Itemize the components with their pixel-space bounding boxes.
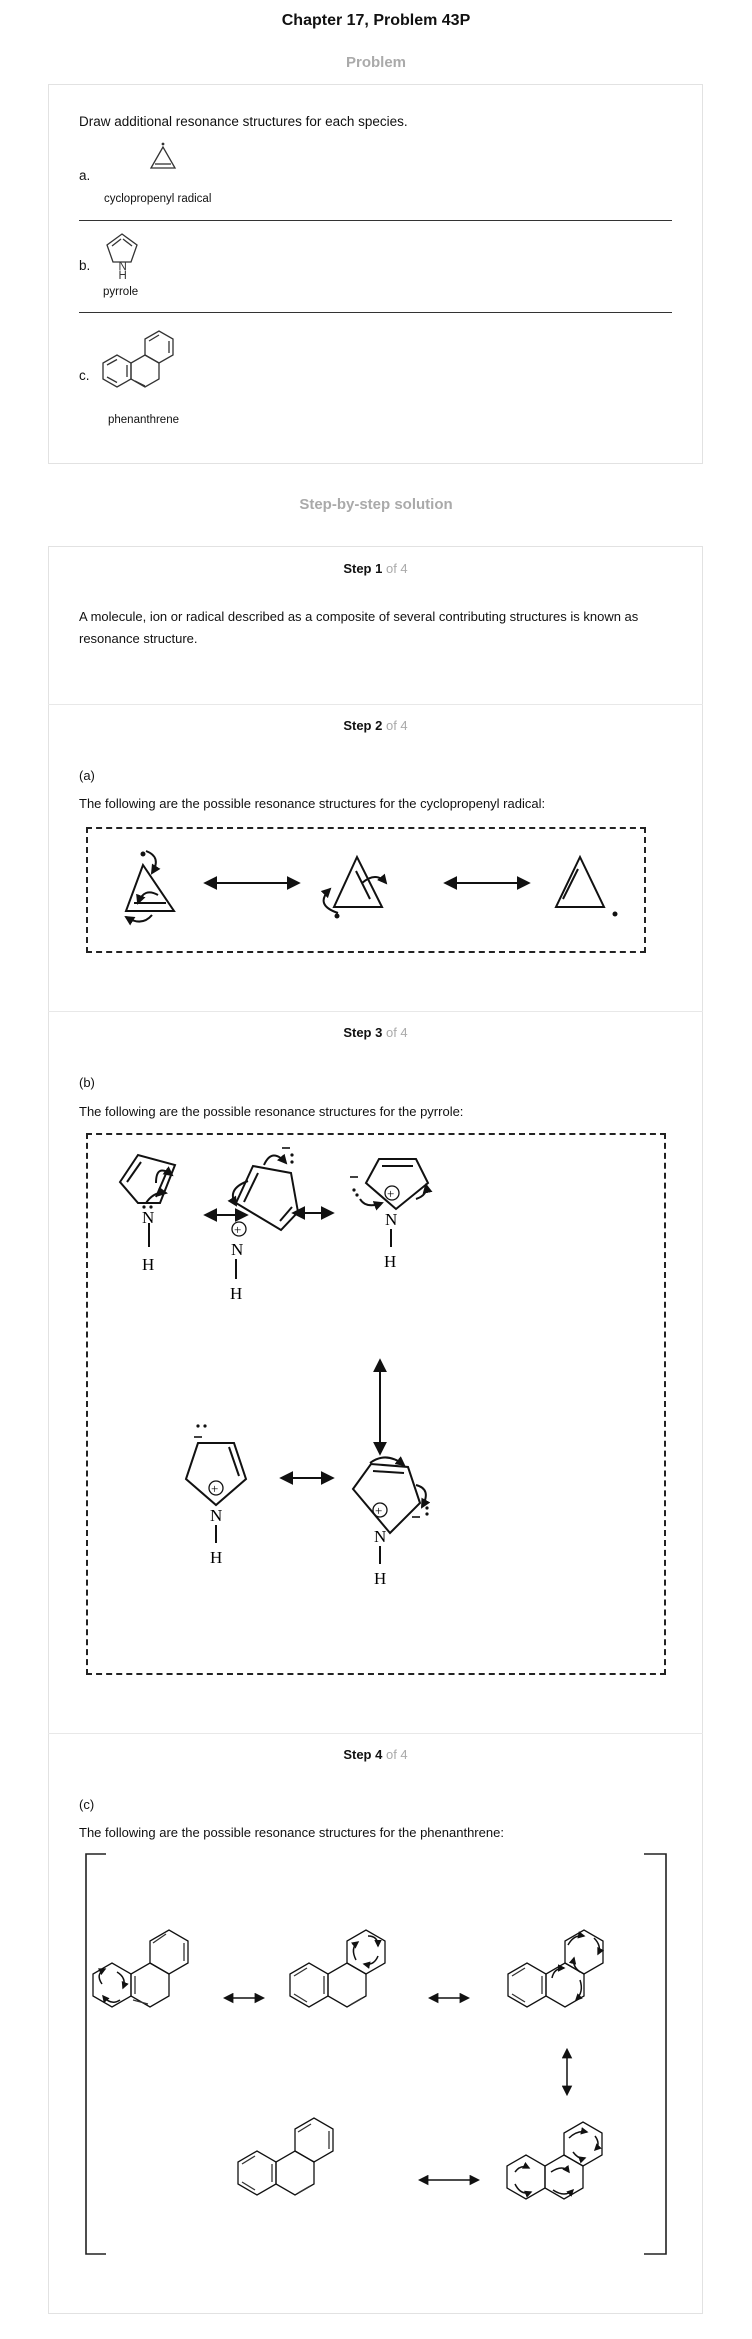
step-count: of 4: [385, 1025, 408, 1040]
pyrrole-2-h-label: H: [230, 1284, 243, 1303]
pyrrole-4-n-label: N: [210, 1506, 223, 1525]
part-c-caption: phenanthrene: [108, 414, 179, 426]
pyrrole-4-h-label: H: [210, 1548, 223, 1567]
pyrrole-2-n-label: N: [231, 1240, 244, 1259]
phenanthrene-structure: [100, 323, 195, 403]
pyrrole-n-label: N: [118, 261, 127, 273]
step-4-text: The following are the possible resonance structures for the phenanthrene:: [79, 1825, 504, 1840]
solution-heading: Step-by-step solution: [299, 496, 453, 513]
part-c-letter: c.: [79, 368, 90, 383]
pyrrole-4-plus: +: [211, 1481, 219, 1496]
step-count: of 4: [385, 561, 408, 576]
step-3-header: [48, 1025, 703, 1040]
step-divider: [48, 1011, 703, 1012]
problem-card: [48, 84, 703, 464]
step-3-text: The following are the possible resonance structures for the pyrrole:: [79, 1104, 464, 1119]
divider: [79, 220, 672, 221]
cyclopropenyl-radical-structure: [148, 142, 178, 172]
part-b-letter: b.: [79, 258, 91, 273]
phenanthrene-resonance-diagram: [80, 1850, 680, 2260]
part-a-caption: cyclopropenyl radical: [104, 193, 212, 205]
step-label: Step 2: [343, 718, 383, 733]
problem-heading: Problem: [345, 54, 406, 71]
problem-instruction: Draw additional resonance structures for each species.: [79, 114, 408, 129]
pyrrole-structure: [103, 232, 141, 280]
pyrrole-2-plus: +: [234, 1222, 242, 1237]
divider: [79, 312, 672, 313]
step-2-part: (a): [79, 768, 95, 783]
step-count: of 4: [385, 718, 408, 733]
part-b-caption: pyrrole: [103, 286, 139, 298]
pyrrole-h-label: H: [118, 270, 127, 282]
cyclopropenyl-resonance-diagram: [86, 827, 646, 953]
step-3-part: (b): [79, 1075, 95, 1090]
chapter-title: Chapter 17, Problem 43P: [281, 12, 471, 29]
pyrrole-1-h-label: H: [142, 1255, 155, 1274]
step-4-part: (c): [79, 1797, 95, 1812]
step-divider: [48, 1733, 703, 1734]
step-count: of 4: [385, 1747, 408, 1762]
step-1-text: A molecule, ion or radical described as a composite of several contributing structures is known as resonance structure.: [79, 609, 639, 646]
step-1-header: [48, 561, 703, 576]
pyrrole-1-n-label: N: [142, 1208, 155, 1227]
step-label: Step 1: [343, 561, 383, 576]
pyrrole-5-plus: +: [375, 1503, 383, 1518]
step-label: Step 4: [343, 1747, 383, 1762]
pyrrole-resonance-diagram: [86, 1133, 666, 1675]
part-a-letter: a.: [79, 168, 91, 183]
pyrrole-3-n-label: N: [385, 1210, 398, 1229]
step-divider: [48, 704, 703, 705]
pyrrole-3-h-label: H: [384, 1252, 397, 1271]
pyrrole-3-plus: +: [387, 1186, 395, 1201]
step-4-header: [48, 1747, 703, 1762]
pyrrole-5-n-label: N: [374, 1527, 387, 1546]
pyrrole-5-h-label: H: [374, 1569, 387, 1588]
step-label: Step 3: [343, 1025, 383, 1040]
step-2-header: [48, 718, 703, 733]
step-2-text: The following are the possible resonance structures for the cyclopropenyl radical:: [79, 796, 546, 811]
